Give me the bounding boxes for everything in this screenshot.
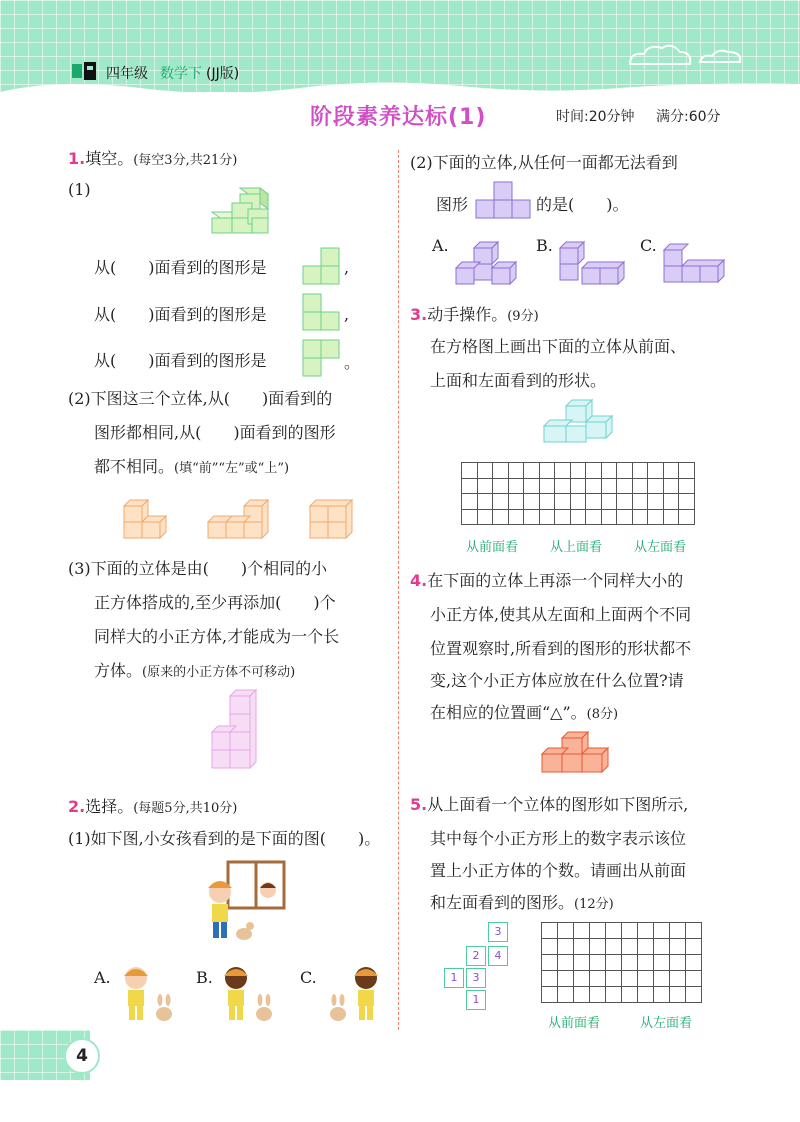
q5-line4-text: 和左面看到的图形。 bbox=[430, 893, 575, 912]
grid-cell[interactable] bbox=[663, 494, 679, 510]
grid-cell[interactable] bbox=[617, 478, 633, 494]
q1-part2-line2: 图形都相同,从( )面看到的图形 bbox=[94, 423, 336, 442]
grid-cell[interactable] bbox=[462, 509, 478, 525]
grid-cell[interactable] bbox=[555, 494, 571, 510]
grid-cell[interactable] bbox=[542, 955, 558, 971]
q5-label-front: 从前面看 bbox=[548, 1016, 601, 1031]
q1-line1-end: , bbox=[344, 258, 350, 277]
grid-cell[interactable] bbox=[648, 509, 664, 525]
grid-cell[interactable] bbox=[606, 939, 622, 955]
grid-cell[interactable] bbox=[570, 478, 586, 494]
q4-line1 bbox=[410, 568, 683, 591]
q1-number: 1. bbox=[68, 149, 86, 168]
grid-cell[interactable] bbox=[622, 987, 638, 1003]
grid-cell[interactable] bbox=[663, 463, 679, 479]
grid-cell[interactable] bbox=[622, 923, 638, 939]
grid-cell[interactable] bbox=[586, 494, 602, 510]
grid-cell[interactable] bbox=[586, 478, 602, 494]
q1-part2-line3 bbox=[94, 454, 289, 477]
q2-scene-illustration bbox=[198, 860, 288, 946]
grid-cell[interactable] bbox=[558, 923, 574, 939]
grid-cell[interactable] bbox=[477, 509, 493, 525]
grade-label: 四年级 bbox=[106, 66, 148, 82]
grid-cell[interactable] bbox=[590, 971, 606, 987]
grid-cell[interactable] bbox=[508, 494, 524, 510]
q1-line3-end: 。 bbox=[344, 353, 361, 372]
q5-cell: 1 bbox=[466, 990, 486, 1010]
q1-line3-text: 从( )面看到的图形是 bbox=[94, 351, 267, 370]
grid-cell[interactable] bbox=[493, 478, 509, 494]
q1-part2-note: (填“前”“左”或“上”) bbox=[174, 461, 290, 476]
q2-option-c-figure bbox=[324, 964, 388, 1026]
grid-cell[interactable] bbox=[508, 463, 524, 479]
grid-cell[interactable] bbox=[493, 509, 509, 525]
grid-cell[interactable] bbox=[670, 955, 686, 971]
q2-option-b-label: B. bbox=[196, 968, 213, 987]
q2-part2-line1: (2)下面的立体,从任何一面都无法看到 bbox=[410, 153, 678, 172]
q3-label-left: 从左面看 bbox=[634, 540, 687, 555]
grid-cell[interactable] bbox=[606, 971, 622, 987]
grid-cell[interactable] bbox=[574, 955, 590, 971]
grid-cell[interactable] bbox=[632, 509, 648, 525]
grid-cell[interactable] bbox=[570, 494, 586, 510]
q5-label-left: 从左面看 bbox=[640, 1016, 693, 1031]
q4-solid-figure[interactable] bbox=[540, 730, 610, 776]
q2-part2-option-b: B. bbox=[536, 236, 553, 255]
grid-cell[interactable] bbox=[686, 923, 702, 939]
q5-cell: 3 bbox=[466, 968, 486, 988]
grid-cell[interactable] bbox=[648, 494, 664, 510]
grid-cell[interactable] bbox=[670, 923, 686, 939]
q2-part1-text: (1)如下图,小女孩看到的是下面的图( )。 bbox=[68, 829, 381, 848]
q4-note: (8分) bbox=[586, 707, 619, 722]
q4-line5-text: 在相应的位置画“△”。 bbox=[430, 703, 587, 722]
q1-title: 填空。 bbox=[85, 149, 134, 168]
grid-cell[interactable] bbox=[586, 463, 602, 479]
q2-part2-line2-a: 图形 bbox=[436, 195, 469, 214]
q1-part2-line1: (2)下图这三个立体,从( )面看到的 bbox=[68, 389, 333, 408]
q5-line1-text: 从上面看一个立体的图形如下图所示, bbox=[427, 795, 689, 814]
q1-line1 bbox=[94, 255, 267, 278]
grid-cell[interactable] bbox=[670, 987, 686, 1003]
grid-cell[interactable] bbox=[601, 509, 617, 525]
q2-part2-line2-b: 的是( )。 bbox=[536, 195, 629, 214]
grid-cell[interactable] bbox=[539, 478, 555, 494]
grid-cell[interactable] bbox=[654, 987, 670, 1003]
q2-option-b-figure bbox=[218, 964, 282, 1026]
q1-part3-line4-text: 方体。 bbox=[94, 661, 143, 680]
grid-cell[interactable] bbox=[539, 494, 555, 510]
grid-cell[interactable] bbox=[477, 478, 493, 494]
grid-cell[interactable] bbox=[606, 987, 622, 1003]
grid-cell[interactable] bbox=[555, 478, 571, 494]
grid-cell[interactable] bbox=[622, 971, 638, 987]
grid-cell[interactable] bbox=[638, 971, 654, 987]
q3-label-front: 从前面看 bbox=[466, 540, 519, 555]
grid-cell[interactable] bbox=[574, 987, 590, 1003]
q5-line2: 其中每个小正方形上的数字表示该位 bbox=[430, 829, 687, 848]
grid-cell[interactable] bbox=[590, 923, 606, 939]
grid-cell[interactable] bbox=[508, 478, 524, 494]
grid-cell[interactable] bbox=[679, 463, 695, 479]
grid-cell[interactable] bbox=[558, 939, 574, 955]
q5-top-view-grid bbox=[442, 922, 514, 1012]
grid-cell[interactable] bbox=[586, 509, 602, 525]
grid-cell[interactable] bbox=[508, 509, 524, 525]
q3-line1: 在方格图上画出下面的立体从前面、 bbox=[430, 337, 687, 356]
grid-cell[interactable] bbox=[654, 939, 670, 955]
grid-cell[interactable] bbox=[601, 478, 617, 494]
q1-view-figure-3 bbox=[300, 338, 342, 378]
grid-cell[interactable] bbox=[574, 971, 590, 987]
grid-cell[interactable] bbox=[617, 509, 633, 525]
grid-cell[interactable] bbox=[679, 478, 695, 494]
full-score: 满分:60分 bbox=[656, 109, 721, 125]
grid-cell[interactable] bbox=[493, 494, 509, 510]
grid-cell[interactable] bbox=[524, 463, 540, 479]
subject-label: 数学下 bbox=[160, 66, 202, 82]
grid-cell[interactable] bbox=[542, 923, 558, 939]
q4-line3: 位置观察时,所看到的图形的形状都不 bbox=[430, 639, 692, 658]
q2-option-a-solid bbox=[452, 238, 524, 290]
grid-cell[interactable] bbox=[663, 509, 679, 525]
grid-cell[interactable] bbox=[477, 463, 493, 479]
column-divider bbox=[398, 150, 399, 1030]
logo-icon bbox=[70, 60, 100, 84]
q1-part1-label: (1) bbox=[68, 180, 91, 199]
page-number: 4 bbox=[64, 1038, 100, 1074]
q4-line1-text: 在下面的立体上再添一个同样大小的 bbox=[427, 571, 684, 590]
q3-number: 3. bbox=[410, 305, 428, 324]
q2-part2-option-a: A. bbox=[432, 236, 449, 255]
grid-cell[interactable] bbox=[638, 987, 654, 1003]
grid-cell[interactable] bbox=[617, 494, 633, 510]
q5-cell: 2 bbox=[466, 946, 486, 966]
grid-cell[interactable] bbox=[477, 494, 493, 510]
q1-part2-line3-text: 都不相同。 bbox=[94, 457, 175, 476]
q2-note: (每题5分,共10分) bbox=[133, 801, 238, 816]
grid-cell[interactable] bbox=[654, 955, 670, 971]
grid-cell[interactable] bbox=[601, 463, 617, 479]
q2-option-c-solid bbox=[660, 238, 732, 290]
grid-cell[interactable] bbox=[606, 923, 622, 939]
q1-view-figure-1 bbox=[300, 246, 342, 286]
q2-option-c-label: C. bbox=[300, 968, 317, 987]
q1-line3 bbox=[94, 348, 267, 371]
grid-cell[interactable] bbox=[670, 971, 686, 987]
grid-cell[interactable] bbox=[686, 939, 702, 955]
grid-cell[interactable] bbox=[686, 955, 702, 971]
grid-cell[interactable] bbox=[462, 463, 478, 479]
grid-cell[interactable] bbox=[638, 939, 654, 955]
time-limit: 时间:20分钟 bbox=[556, 109, 635, 125]
q1-part3-line3: 同样大的小正方体,才能成为一个长 bbox=[94, 627, 340, 646]
q3-solid-figure bbox=[540, 396, 616, 448]
q5-line4 bbox=[430, 890, 614, 913]
grid-cell[interactable] bbox=[524, 494, 540, 510]
q2-option-b-solid bbox=[556, 238, 628, 290]
grid-cell[interactable] bbox=[670, 939, 686, 955]
q2-heading bbox=[68, 794, 237, 817]
q2-title: 选择。 bbox=[85, 797, 134, 816]
grid-cell[interactable] bbox=[686, 987, 702, 1003]
grid-cell[interactable] bbox=[558, 987, 574, 1003]
grid-cell[interactable] bbox=[542, 987, 558, 1003]
grid-cell[interactable] bbox=[679, 509, 695, 525]
grid-cell[interactable] bbox=[606, 955, 622, 971]
grid-cell[interactable] bbox=[632, 463, 648, 479]
q5-line3: 置上小正方体的个数。请画出从前面 bbox=[430, 861, 687, 880]
grid-cell[interactable] bbox=[570, 509, 586, 525]
q3-heading bbox=[410, 302, 539, 325]
q5-cell: 3 bbox=[488, 922, 508, 942]
grid-cell[interactable] bbox=[632, 478, 648, 494]
grid-cell[interactable] bbox=[570, 463, 586, 479]
q1-part3-note: (原来的小正方体不可移动) bbox=[142, 665, 296, 680]
grid-cell[interactable] bbox=[524, 478, 540, 494]
grid-cell[interactable] bbox=[590, 987, 606, 1003]
page-title: 阶段素养达标(1) bbox=[310, 105, 487, 130]
q5-cell: 4 bbox=[488, 946, 508, 966]
grid-cell[interactable] bbox=[542, 939, 558, 955]
grid-cell[interactable] bbox=[555, 509, 571, 525]
grid-cell[interactable] bbox=[638, 923, 654, 939]
grid-cell[interactable] bbox=[558, 955, 574, 971]
grid-cell[interactable] bbox=[558, 971, 574, 987]
grid-cell[interactable] bbox=[648, 478, 664, 494]
q3-drawing-grid[interactable] bbox=[461, 462, 695, 525]
q4-line4: 变,这个小正方体应放在什么位置?请 bbox=[430, 671, 684, 690]
grid-cell[interactable] bbox=[663, 478, 679, 494]
q4-line2: 小正方体,使其从左面和上面两个不同 bbox=[430, 605, 692, 624]
q2-number: 2. bbox=[68, 797, 86, 816]
cloud-icon bbox=[620, 40, 760, 70]
q5-cell: 1 bbox=[444, 968, 464, 988]
q4-line5 bbox=[430, 700, 618, 723]
grid-cell[interactable] bbox=[493, 463, 509, 479]
grid-cell[interactable] bbox=[542, 971, 558, 987]
edition-label: (JJ版) bbox=[206, 66, 240, 82]
grid-cell[interactable] bbox=[622, 955, 638, 971]
grid-cell[interactable] bbox=[574, 923, 590, 939]
q1-line1-text: 从( )面看到的图形是 bbox=[94, 258, 267, 277]
grid-cell[interactable] bbox=[632, 494, 648, 510]
q5-drawing-grid[interactable] bbox=[541, 922, 702, 1003]
grid-cell[interactable] bbox=[617, 463, 633, 479]
grid-cell[interactable] bbox=[590, 955, 606, 971]
grid-cell[interactable] bbox=[648, 463, 664, 479]
q1-three-solids bbox=[120, 492, 380, 542]
grid-cell[interactable] bbox=[590, 939, 606, 955]
grid-cell[interactable] bbox=[462, 478, 478, 494]
q2-option-a-figure bbox=[118, 964, 182, 1026]
q1-note: (每空3分,共21分) bbox=[133, 153, 238, 168]
q2-part2-shape bbox=[474, 180, 534, 220]
grid-cell[interactable] bbox=[539, 509, 555, 525]
q5-note: (12分) bbox=[574, 897, 614, 912]
q5-number: 5. bbox=[410, 795, 428, 814]
q1-line2-text: 从( )面看到的图形是 bbox=[94, 305, 267, 324]
q1-part3-line1: (3)下面的立体是由( )个相同的小 bbox=[68, 559, 328, 578]
grid-cell[interactable] bbox=[555, 463, 571, 479]
grid-cell[interactable] bbox=[622, 939, 638, 955]
q1-line2 bbox=[94, 302, 267, 325]
q3-note: (9分) bbox=[507, 309, 539, 324]
grid-cell[interactable] bbox=[679, 494, 695, 510]
q2-part2-option-c: C. bbox=[640, 236, 657, 255]
grid-cell[interactable] bbox=[638, 955, 654, 971]
grid-cell[interactable] bbox=[654, 971, 670, 987]
q1-line2-end: , bbox=[344, 305, 350, 324]
q5-line1 bbox=[410, 792, 688, 815]
q1-view-figure-2 bbox=[300, 292, 342, 332]
grid-cell[interactable] bbox=[686, 971, 702, 987]
grid-cell[interactable] bbox=[524, 509, 540, 525]
q3-label-top: 从上面看 bbox=[550, 540, 603, 555]
q3-line2: 上面和左面看到的形状。 bbox=[430, 371, 607, 390]
q1-part3-line4 bbox=[94, 658, 295, 681]
grid-cell[interactable] bbox=[654, 923, 670, 939]
q1-solid-figure bbox=[210, 186, 272, 238]
q1-heading bbox=[68, 146, 237, 169]
grid-cell[interactable] bbox=[574, 939, 590, 955]
grid-cell[interactable] bbox=[601, 494, 617, 510]
grid-cell[interactable] bbox=[539, 463, 555, 479]
q2-option-a-label: A. bbox=[94, 968, 111, 987]
grid-cell[interactable] bbox=[462, 494, 478, 510]
q3-title: 动手操作。 bbox=[427, 305, 508, 324]
q4-number: 4. bbox=[410, 571, 428, 590]
q1-stack-figure bbox=[208, 688, 270, 776]
q1-part3-line2: 正方体搭成的,至少再添加( )个 bbox=[94, 593, 336, 612]
